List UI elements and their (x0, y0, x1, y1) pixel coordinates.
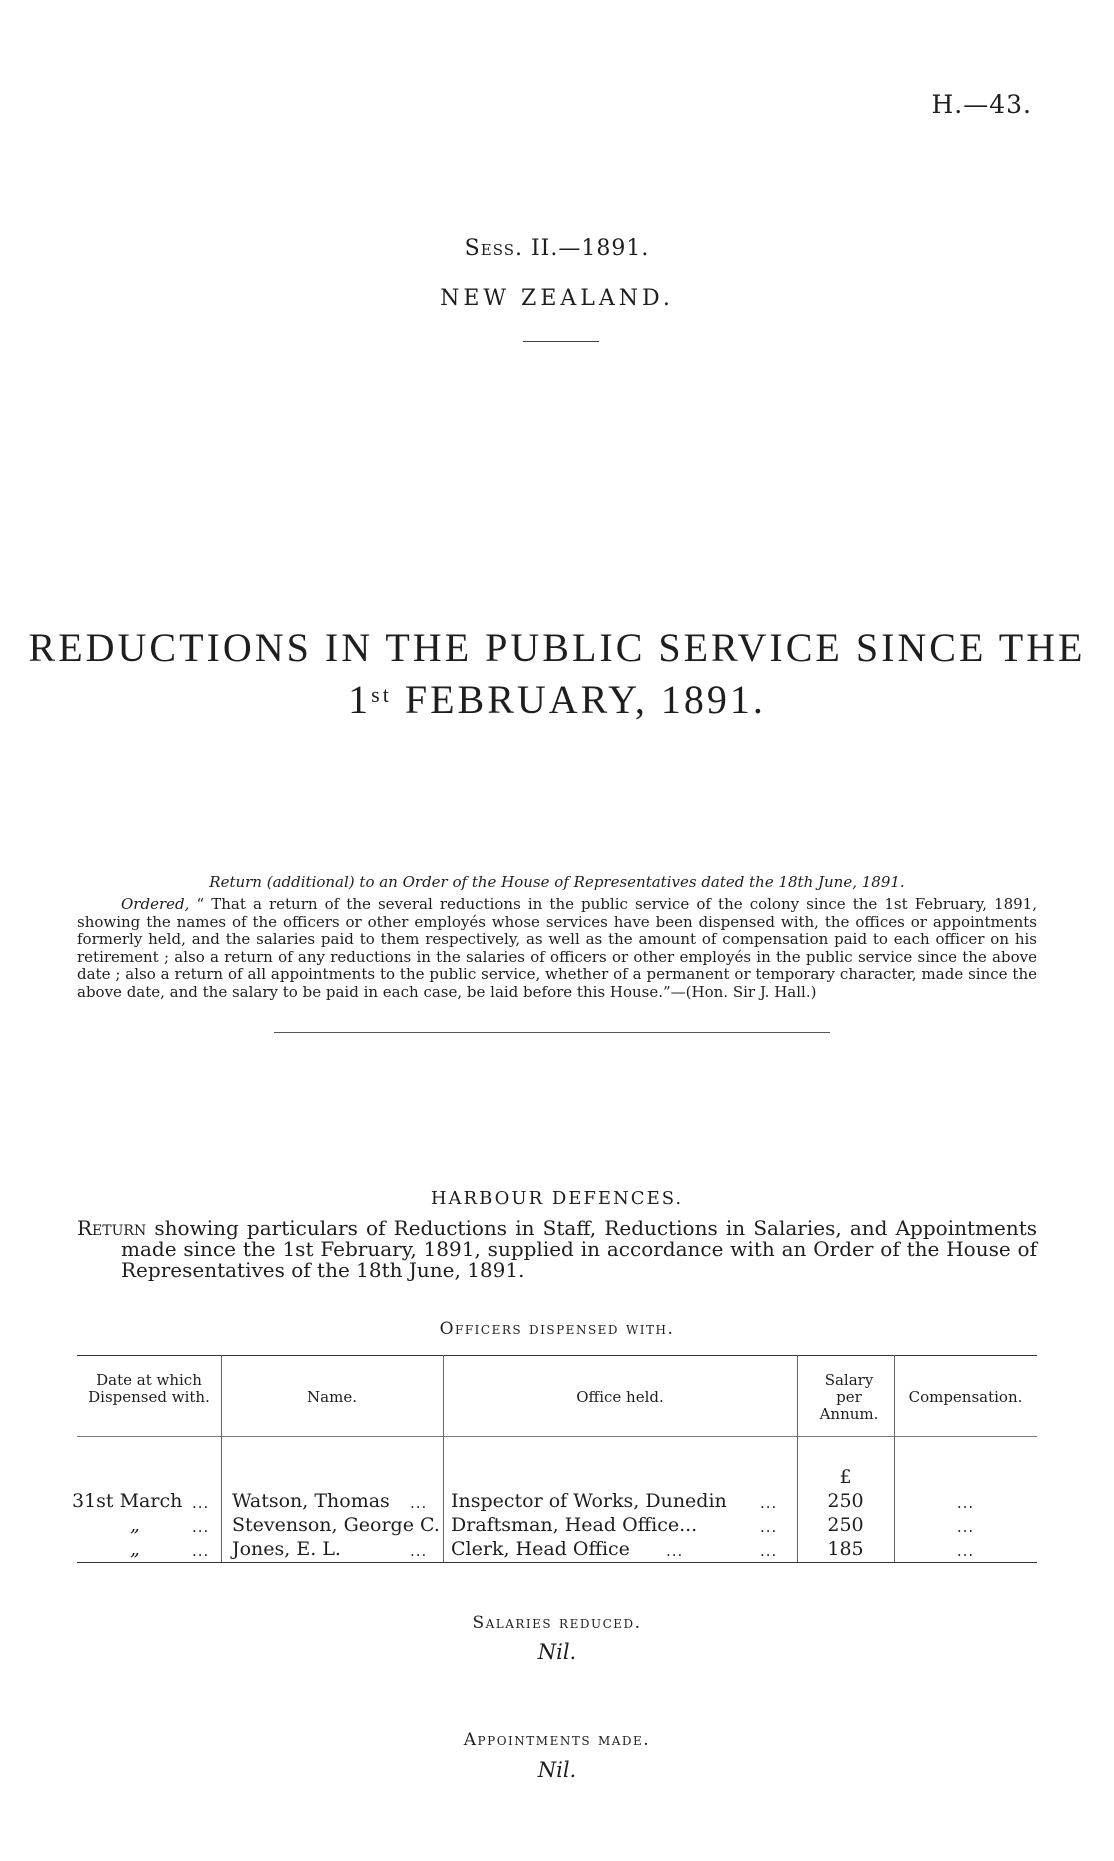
cell-name: Watson, Thomas (232, 1490, 390, 1512)
header-divider (523, 341, 599, 342)
ordered-text: “ That a return of the several reductions in the public service of the colony since the 1st February, 1891, showing the names of the officers or other employés whose services have been dispensed with, the offices or appointments formerly held, and the salaries paid to them respectively, as well as the amount of compensation paid to each officer on his retirement ; also a return of any reductions in the salaries of officers or other employés in the public service since the above date ; also a return of all appointments to the public service, whether of a permanent or temporary character, made since the above date, and the salary to be paid in each case, be laid before this House.”—(Hon. Sir J. Hall.) (77, 895, 1037, 1001)
column-divider (443, 1355, 444, 1562)
return-line: Return (additional) to an Order of the House of Representatives dated the 18th June, 1891. (209, 873, 905, 891)
column-divider (221, 1355, 222, 1562)
leader-dots: ... (410, 1542, 428, 1560)
table-bottom-rule (77, 1562, 1037, 1563)
leader-dots: ... (410, 1494, 428, 1512)
cell-salary: 185 (827, 1538, 864, 1560)
return-text: showing particulars of Reductions in Staff, Reductions in Salaries, and Appointments made since the 1st February, 1891, supplied in accordance with an Order of the House of Representatives of the 18th June, 1891. (121, 1216, 1038, 1282)
cell-compensation: ... (956, 1542, 975, 1560)
currency-symbol: £ (839, 1466, 852, 1488)
cell-date-ditto: „ (130, 1538, 140, 1560)
column-header-salary: Salary per Annum. (819, 1371, 879, 1423)
cell-name: Jones, E. L. (232, 1538, 341, 1560)
cell-salary: 250 (827, 1514, 864, 1536)
cell-office: Inspector of Works, Dunedin (451, 1490, 727, 1512)
cell-name: Stevenson, George C. (232, 1514, 440, 1536)
title-day: 1 (348, 677, 372, 722)
page-title-line2 (0, 676, 1114, 723)
cell-compensation: ... (956, 1518, 975, 1536)
salaries-reduced-title: Salaries reduced. (472, 1613, 642, 1633)
column-header-date: Date at which Dispensed with. (88, 1371, 210, 1406)
leader-dots: ... (192, 1542, 210, 1560)
cell-compensation: ... (956, 1494, 975, 1512)
session-label: Sess. II.—1891. (464, 236, 650, 261)
page-code: H.—43. (931, 90, 1032, 119)
leader-dots: ... (760, 1518, 778, 1536)
appointments-made-title: Appointments made. (463, 1730, 651, 1750)
section-divider (274, 1032, 830, 1033)
leader-dots: ... (666, 1542, 684, 1560)
ordered-label: Ordered, (121, 895, 190, 913)
column-header-compensation: Compensation. (908, 1388, 1023, 1406)
column-header-office: Office held. (576, 1388, 664, 1406)
section-heading: HARBOUR DEFENCES. (430, 1188, 684, 1209)
country-label: NEW ZEALAND. (440, 286, 674, 311)
salaries-reduced-value: Nil. (537, 1640, 577, 1664)
page-title-line1: REDUCTIONS IN THE PUBLIC SERVICE SINCE THE (28, 625, 1086, 670)
appointments-made-value: Nil. (537, 1758, 577, 1782)
cell-salary: 250 (827, 1490, 864, 1512)
return-paragraph (77, 1218, 1037, 1281)
officers-table-title: Officers dispensed with. (439, 1319, 675, 1339)
leader-dots: ... (192, 1494, 210, 1512)
ordered-paragraph (77, 896, 1037, 1001)
cell-office: Clerk, Head Office (451, 1538, 630, 1560)
column-header-name: Name. (307, 1388, 357, 1406)
leader-dots: ... (760, 1542, 778, 1560)
title-ordinal: st (371, 682, 392, 707)
cell-office: Draftsman, Head Office... (451, 1514, 698, 1536)
cell-date: 31st March (72, 1490, 183, 1512)
leader-dots: ... (760, 1494, 778, 1512)
cell-date-ditto: „ (130, 1514, 140, 1536)
return-word: Return (77, 1216, 147, 1240)
leader-dots: ... (192, 1518, 210, 1536)
title-rest: FEBRUARY, 1891. (404, 677, 766, 722)
